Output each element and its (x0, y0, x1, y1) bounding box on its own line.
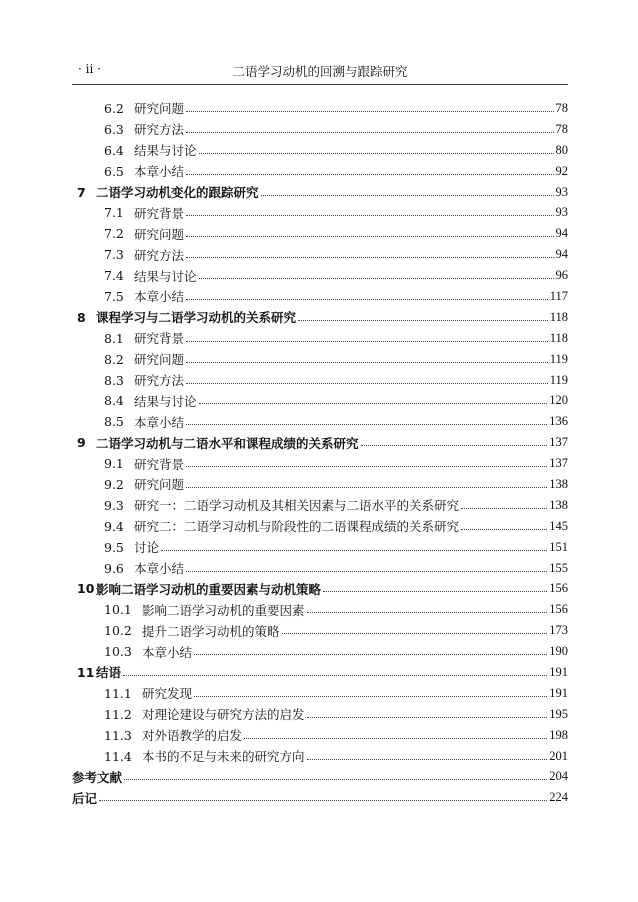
toc-page-number: 96 (555, 268, 568, 283)
toc-entry-title: 二语学习动机与二语水平和课程成绩的关系研究 (96, 435, 359, 451)
toc-section-entry[interactable] (72, 119, 568, 140)
toc-section-entry[interactable] (72, 98, 568, 119)
toc-dot-leader (186, 256, 553, 258)
toc-entry-number: 8.3 (104, 372, 124, 388)
toc-section-entry[interactable] (72, 202, 568, 223)
toc-dot-leader (186, 382, 548, 384)
toc-page-number: 119 (549, 372, 568, 387)
toc-entry-number: 10.3 (104, 644, 132, 660)
toc-section-entry[interactable] (72, 453, 568, 474)
toc-page-number: 80 (555, 142, 568, 157)
toc-entry-title: 后记 (72, 790, 98, 806)
toc-entry-number: 7 (77, 184, 86, 200)
toc-page-number: 195 (549, 706, 568, 721)
toc-dot-leader (307, 716, 548, 718)
toc-entry-title: 本章小结 (134, 561, 185, 577)
toc-entry-number: 9.1 (104, 456, 124, 472)
toc-section-entry[interactable] (72, 328, 568, 349)
toc-dot-leader (307, 758, 548, 760)
toc-entry-title: 研究问题 (134, 226, 185, 242)
toc-dot-leader (161, 549, 547, 551)
toc-dot-leader (186, 131, 553, 133)
toc-entry-number: 6.4 (104, 142, 124, 158)
toc-section-entry[interactable] (72, 620, 568, 641)
toc-section-entry[interactable] (72, 558, 568, 579)
toc-entry-number: 6.2 (104, 100, 124, 116)
toc-dot-leader (199, 277, 554, 279)
toc-dot-leader (186, 423, 547, 425)
toc-section-entry[interactable] (72, 349, 568, 370)
toc-page-number: 138 (549, 497, 568, 512)
toc-page-number: 201 (549, 748, 568, 763)
toc-page-number: 93 (555, 184, 568, 199)
toc-page-number: 93 (555, 205, 568, 220)
toc-section-entry[interactable] (72, 516, 568, 537)
toc-dot-leader (199, 152, 554, 154)
toc-entry-title: 结语 (96, 665, 122, 681)
toc-page-number: 137 (549, 456, 568, 471)
toc-entry-title: 本章小结 (134, 164, 185, 180)
toc-entry-number: 10 (77, 581, 95, 597)
toc-entry-number: 8 (77, 309, 86, 325)
toc-dot-leader (199, 402, 548, 404)
toc-entry-number: 8.5 (104, 414, 124, 430)
toc-page-number: 204 (549, 769, 568, 784)
toc-entry-number: 9.2 (104, 476, 124, 492)
toc-section-entry[interactable] (72, 683, 568, 704)
toc-section-entry[interactable] (72, 725, 568, 746)
toc-entry-number: 7.2 (104, 226, 124, 242)
toc-entry-number: 6.3 (104, 121, 124, 137)
toc-entry-number: 7.4 (104, 268, 124, 284)
toc-dot-leader (186, 361, 548, 363)
toc-entry-number: 10.2 (104, 623, 132, 639)
toc-entry-title: 影响二语学习动机的重要因素 (142, 602, 305, 618)
toc-chapter-entry[interactable] (72, 182, 568, 203)
toc-dot-leader (186, 214, 553, 216)
toc-dot-leader (186, 486, 547, 488)
toc-page-number: 118 (549, 330, 568, 345)
toc-dot-leader (186, 298, 548, 300)
toc-dot-leader (99, 799, 547, 801)
toc-section-entry[interactable] (72, 140, 568, 161)
toc-entry-title: 研究问题 (134, 477, 185, 493)
toc-section-entry[interactable] (72, 537, 568, 558)
toc-dot-leader (244, 737, 547, 739)
toc-page-number: 119 (549, 351, 568, 366)
toc-entry-title: 提升二语学习动机的策略 (142, 623, 280, 639)
toc-page-number: 156 (549, 602, 568, 617)
toc-page-number: 151 (549, 539, 568, 554)
toc-entry-title: 研究背景 (134, 205, 185, 221)
toc-entry-number: 9 (77, 435, 86, 451)
toc-dot-leader (124, 778, 547, 780)
toc-entry-number: 10.1 (104, 602, 132, 618)
toc-chapter-entry[interactable] (72, 578, 568, 599)
header-rule (72, 84, 568, 85)
toc-entry-number: 8.1 (104, 330, 124, 346)
toc-dot-leader (123, 674, 547, 676)
toc-dot-leader (186, 340, 548, 342)
toc-section-entry[interactable] (72, 390, 568, 411)
toc-dot-leader (282, 632, 548, 634)
toc-dot-leader (298, 319, 548, 321)
toc-entry-title: 本章小结 (142, 644, 193, 660)
toc-dot-leader (186, 110, 553, 112)
toc-entry-title: 研究发现 (142, 686, 193, 702)
toc-entry-title: 对理论建设与研究方法的启发 (142, 707, 305, 723)
toc-section-entry[interactable] (72, 223, 568, 244)
toc-dot-leader (323, 590, 547, 592)
toc-dot-leader (261, 194, 554, 196)
running-header (72, 60, 568, 82)
toc-entry-title: 研究方法 (134, 122, 185, 138)
toc-entry-number: 8.2 (104, 351, 124, 367)
toc-entry-number: 8.4 (104, 393, 124, 409)
toc-page-number: 120 (549, 393, 568, 408)
toc-section-entry[interactable] (72, 286, 568, 307)
toc-entry-title: 结果与讨论 (134, 268, 197, 284)
toc-entry-number: 9.5 (104, 539, 124, 555)
toc-entry-number: 11.2 (104, 706, 132, 722)
toc-entry-number: 11.3 (104, 727, 132, 743)
toc-page-number: 156 (549, 581, 568, 596)
toc-page-number: 173 (549, 623, 568, 638)
toc-page-number: 94 (555, 226, 568, 241)
toc-entry-title: 研究方法 (134, 373, 185, 389)
toc-page-number: 78 (555, 121, 568, 136)
toc-entry-title: 课程学习与二语学习动机的关系研究 (96, 310, 297, 326)
toc-page-number: 191 (549, 685, 568, 700)
toc-dot-leader (186, 173, 553, 175)
toc-dot-leader (194, 695, 547, 697)
toc-chapter-entry[interactable] (72, 662, 568, 683)
toc-entry-title: 研究背景 (134, 456, 185, 472)
toc-entry-title: 研究背景 (134, 331, 185, 347)
toc-entry-title: 对外语教学的启发 (142, 728, 243, 744)
toc-entry-number: 11.4 (104, 748, 132, 764)
toc-entry-title: 本章小结 (134, 289, 185, 305)
toc-entry-number: 7.1 (104, 205, 124, 221)
toc-dot-leader (461, 528, 547, 530)
toc-page-number: 136 (549, 414, 568, 429)
toc-entry-title: 研究方法 (134, 247, 185, 263)
toc-section-entry[interactable] (72, 244, 568, 265)
toc-dot-leader (186, 235, 553, 237)
toc-entry-title: 结果与讨论 (134, 393, 197, 409)
toc-section-entry[interactable] (72, 161, 568, 182)
toc-entry-title: 本章小结 (134, 414, 185, 430)
toc-entry-title: 本书的不足与未来的研究方向 (142, 749, 305, 765)
toc-entry-number: 7.3 (104, 247, 124, 263)
toc-section-entry[interactable] (72, 265, 568, 286)
toc-entry-number: 9.4 (104, 518, 124, 534)
toc-section-entry[interactable] (72, 599, 568, 620)
toc-entry-number: 9.3 (104, 497, 124, 513)
toc-section-entry[interactable] (72, 495, 568, 516)
toc-page-number: 78 (555, 100, 568, 115)
toc-page-number: 118 (549, 309, 568, 324)
toc-entry-number: 6.5 (104, 163, 124, 179)
toc-dot-leader (194, 653, 547, 655)
table-of-contents (72, 98, 568, 808)
toc-entry-number: 9.6 (104, 560, 124, 576)
toc-page-number: 155 (549, 560, 568, 575)
toc-chapter-entry[interactable] (72, 307, 568, 328)
toc-page-number: 138 (549, 476, 568, 491)
toc-section-entry[interactable] (72, 704, 568, 725)
toc-chapter-entry[interactable] (72, 787, 568, 808)
toc-entry-number: 7.5 (104, 288, 124, 304)
toc-page-number: 190 (549, 644, 568, 659)
toc-dot-leader (361, 444, 548, 446)
toc-page-number: 137 (549, 435, 568, 450)
toc-section-entry[interactable] (72, 641, 568, 662)
toc-dot-leader (186, 465, 547, 467)
toc-page-number: 191 (549, 664, 568, 679)
toc-page-number: 94 (555, 247, 568, 262)
toc-page-number: 198 (549, 727, 568, 742)
toc-page-number: 92 (555, 163, 568, 178)
toc-section-entry[interactable] (72, 411, 568, 432)
toc-section-entry[interactable] (72, 370, 568, 391)
toc-entry-title: 研究问题 (134, 352, 185, 368)
toc-page-number: 117 (549, 288, 568, 303)
toc-entry-title: 研究问题 (134, 101, 185, 117)
toc-page-number: 145 (549, 518, 568, 533)
toc-section-entry[interactable] (72, 474, 568, 495)
toc-entry-title: 参考文献 (72, 769, 123, 785)
toc-entry-number: 11.1 (104, 685, 132, 701)
toc-entry-title: 影响二语学习动机的重要因素与动机策略 (96, 581, 322, 597)
toc-dot-leader (186, 570, 547, 572)
toc-entry-title: 研究一：二语学习动机及其相关因素与二语水平的关系研究 (134, 498, 460, 514)
running-title: 二语学习动机的回溯与跟踪研究 (232, 64, 408, 79)
toc-entry-title: 二语学习动机变化的跟踪研究 (96, 185, 259, 200)
toc-section-entry[interactable] (72, 746, 568, 767)
toc-chapter-entry[interactable] (72, 432, 568, 453)
page-number: · ii · (78, 62, 101, 76)
toc-dot-leader (307, 611, 548, 613)
toc-dot-leader (461, 507, 547, 509)
toc-page-number: 224 (549, 790, 568, 805)
toc-entry-title: 结果与讨论 (134, 143, 197, 159)
toc-entry-title: 研究二：二语学习动机与阶段性的二语课程成绩的关系研究 (134, 519, 460, 535)
toc-entry-number: 11 (77, 664, 95, 680)
toc-chapter-entry[interactable] (72, 767, 568, 788)
toc-entry-title: 讨论 (134, 540, 160, 556)
